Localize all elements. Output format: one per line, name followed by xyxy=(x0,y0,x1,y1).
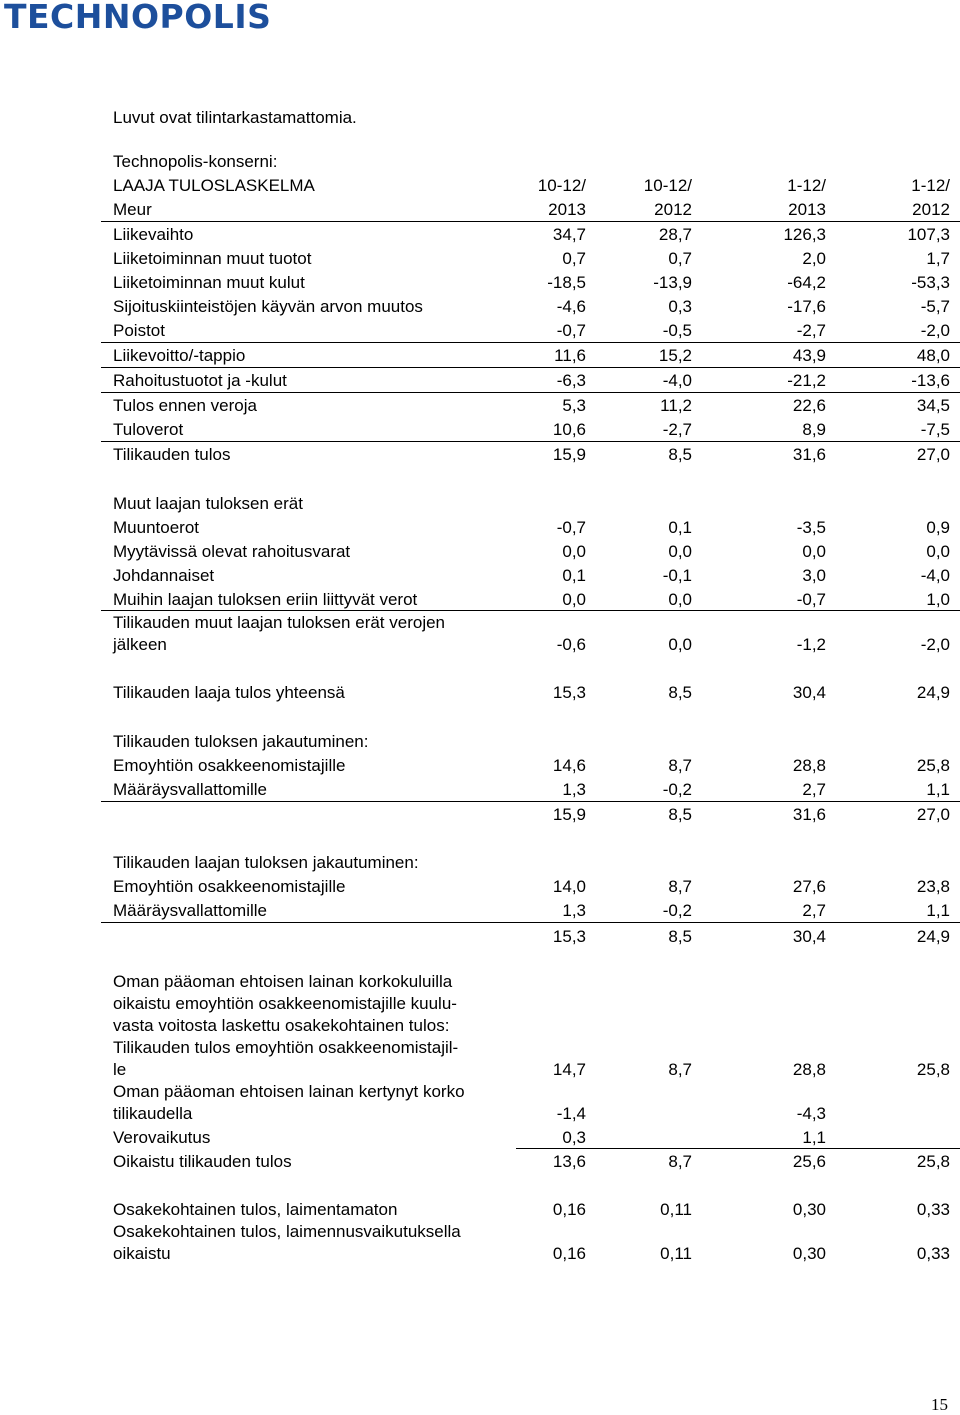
cell-value: 2,7 xyxy=(802,901,826,920)
table-row xyxy=(0,1059,960,1081)
cell-value: -4,6 xyxy=(556,297,586,316)
cell-value: -3,5 xyxy=(796,518,826,537)
table-row xyxy=(0,682,960,704)
table-row xyxy=(0,1103,960,1125)
cell-value: -4,0 xyxy=(920,566,950,585)
row-label: Liiketoiminnan muut tuotot xyxy=(113,249,312,268)
cell-value: -2,0 xyxy=(920,321,950,340)
cell-value: 8,7 xyxy=(668,1152,692,1171)
cell-value: 30,4 xyxy=(792,927,826,946)
cell-value: 0,0 xyxy=(668,635,692,654)
divider xyxy=(101,367,960,368)
cell-value: 0,7 xyxy=(668,249,692,268)
row-label: Määräysvallattomille xyxy=(113,780,267,799)
section-title: Tilikauden laajan tuloksen jakautuminen: xyxy=(113,853,419,872)
cell-value: 28,8 xyxy=(792,756,826,775)
cell-value: 1,1 xyxy=(926,780,950,799)
divider xyxy=(101,342,960,343)
row-label: oikaistu xyxy=(113,1244,171,1263)
cell-value: -4,3 xyxy=(796,1104,826,1123)
cell-value: 0,11 xyxy=(660,1244,692,1263)
row-label: Tilikauden laaja tulos yhteensä xyxy=(113,683,345,702)
cell-value: 15,2 xyxy=(658,346,692,365)
cell-value: 2,0 xyxy=(802,249,826,268)
section-title: Muut laajan tuloksen erät xyxy=(113,494,303,513)
section-text: vasta voitosta laskettu osakekohtainen tulos: xyxy=(113,1016,450,1035)
table-row xyxy=(0,589,960,611)
cell-value: 0,0 xyxy=(926,542,950,561)
table-row xyxy=(0,1151,960,1173)
row-label: Muihin laajan tuloksen eriin liittyvät verot xyxy=(113,590,418,609)
cell-value: -5,7 xyxy=(920,297,950,316)
cell-value: 13,6 xyxy=(552,1152,586,1171)
cell-value: -0,2 xyxy=(662,780,692,799)
section-text: Tilikauden tulos emoyhtiön osakkeenomistajil- xyxy=(113,1038,459,1057)
section-text: oikaistu emoyhtiön osakkeenomistajille kuulu- xyxy=(113,994,457,1013)
section-text: Oman pääoman ehtoisen lainan korkokuluilla xyxy=(113,972,453,991)
cell-value: -4,0 xyxy=(662,371,692,390)
cell-value: 8,5 xyxy=(668,683,692,702)
cell-value: 25,6 xyxy=(792,1152,826,1171)
cell-value: 126,3 xyxy=(783,225,826,244)
divider xyxy=(101,922,960,923)
table-row xyxy=(0,419,960,441)
table-row xyxy=(0,755,960,777)
cell-value: -13,6 xyxy=(911,371,950,390)
row-label: Rahoitustuotot ja -kulut xyxy=(113,371,287,390)
cell-value: 2,7 xyxy=(802,780,826,799)
cell-value: 0,9 xyxy=(926,518,950,537)
cell-value: 8,5 xyxy=(668,805,692,824)
cell-value: 25,8 xyxy=(916,1152,950,1171)
cell-value: 8,5 xyxy=(668,927,692,946)
cell-value: 22,6 xyxy=(792,396,826,415)
divider xyxy=(101,801,960,802)
row-label: le xyxy=(113,1060,127,1079)
cell-value: 0,1 xyxy=(668,518,692,537)
cell-value: 11,6 xyxy=(554,346,586,365)
row-label: Liikevaihto xyxy=(113,225,194,244)
row-label: Muuntoerot xyxy=(113,518,199,537)
cell-value: 14,7 xyxy=(552,1060,586,1079)
column-header-row-2 xyxy=(0,199,960,221)
group-title: Technopolis-konserni: xyxy=(113,152,278,171)
row-label: Oman pääoman ehtoisen lainan kertynyt korko xyxy=(113,1082,465,1101)
cell-value: 24,9 xyxy=(916,683,950,702)
cell-value: 43,9 xyxy=(792,346,826,365)
divider xyxy=(101,441,960,442)
table-row xyxy=(0,517,960,539)
row-label: Määräysvallattomille xyxy=(113,901,267,920)
cell-value: -53,3 xyxy=(911,273,950,292)
cell-value: 14,6 xyxy=(552,756,586,775)
column-header: 10-12/ xyxy=(537,176,586,195)
table-row xyxy=(0,224,960,246)
cell-value: -2,7 xyxy=(796,321,826,340)
cell-value: 0,33 xyxy=(916,1244,950,1263)
cell-value: 0,0 xyxy=(668,590,692,609)
cell-value: 1,1 xyxy=(802,1128,826,1147)
cell-value: 31,6 xyxy=(792,805,826,824)
row-label: Johdannaiset xyxy=(113,566,215,585)
cell-value: 1,3 xyxy=(562,901,586,920)
column-header-row-1 xyxy=(0,175,960,197)
row-label: Tilikauden tulos xyxy=(113,445,231,464)
row-label: Myytävissä olevat rahoitusvarat xyxy=(113,542,351,561)
table-row xyxy=(0,779,960,801)
cell-value: -0,7 xyxy=(796,590,826,609)
cell-value: 0,30 xyxy=(792,1200,826,1219)
table-row xyxy=(0,1243,960,1265)
cell-value: 25,8 xyxy=(916,756,950,775)
column-header: 2013 xyxy=(548,200,586,219)
cell-value: 0,0 xyxy=(562,590,586,609)
cell-value: 25,8 xyxy=(916,1060,950,1079)
row-label: Tuloverot xyxy=(113,420,184,439)
cell-value: -0,2 xyxy=(662,901,692,920)
cell-value: 15,9 xyxy=(552,805,586,824)
cell-value: 0,0 xyxy=(802,542,826,561)
cell-value: 15,3 xyxy=(552,927,586,946)
page-number: 15 xyxy=(931,1395,948,1414)
statement-title: LAAJA TULOSLASKELMA xyxy=(113,176,315,195)
cell-value: 31,6 xyxy=(792,445,826,464)
cell-value: -0,7 xyxy=(556,321,586,340)
cell-value: 34,7 xyxy=(552,225,586,244)
cell-value: 1,7 xyxy=(926,249,950,268)
divider xyxy=(101,221,960,222)
row-label: Oikaistu tilikauden tulos xyxy=(113,1152,292,1171)
cell-value: 15,3 xyxy=(552,683,586,702)
cell-value: 14,0 xyxy=(552,877,586,896)
cell-value: 3,0 xyxy=(802,566,826,585)
row-label: Liikevoitto/-tappio xyxy=(113,346,246,365)
cell-value: 1,1 xyxy=(926,901,950,920)
cell-value: 5,3 xyxy=(562,396,586,415)
cell-value: 15,9 xyxy=(552,445,586,464)
table-row xyxy=(0,370,960,392)
cell-value: -1,4 xyxy=(556,1104,586,1123)
cell-value: 8,5 xyxy=(668,445,692,464)
cell-value: -2,0 xyxy=(920,635,950,654)
total-row xyxy=(0,804,960,826)
cell-value: -64,2 xyxy=(787,273,826,292)
intro-note: Luvut ovat tilintarkastamattomia. xyxy=(113,108,357,127)
cell-value: 0,11 xyxy=(660,1200,692,1219)
cell-value: 8,9 xyxy=(802,420,826,439)
cell-value: 8,7 xyxy=(668,756,692,775)
cell-value: -0,6 xyxy=(556,635,586,654)
cell-value: 107,3 xyxy=(907,225,950,244)
row-label: Liiketoiminnan muut kulut xyxy=(113,273,305,292)
cell-value: 48,0 xyxy=(916,346,950,365)
cell-value: 8,7 xyxy=(668,1060,692,1079)
divider xyxy=(101,610,960,611)
unit-label: Meur xyxy=(113,200,152,219)
row-label: Emoyhtiön osakkeenomistajille xyxy=(113,877,346,896)
cell-value: 0,3 xyxy=(668,297,692,316)
cell-value: 0,0 xyxy=(562,542,586,561)
row-label: Emoyhtiön osakkeenomistajille xyxy=(113,756,346,775)
column-header: 2013 xyxy=(788,200,826,219)
cell-value: 0,1 xyxy=(562,566,586,585)
company-logo: TECHNOPOLIS xyxy=(4,0,272,36)
table-row xyxy=(0,634,960,656)
column-header: 10-12/ xyxy=(643,176,692,195)
cell-value: 27,0 xyxy=(916,445,950,464)
cell-value: 28,8 xyxy=(792,1060,826,1079)
cell-value: -21,2 xyxy=(787,371,826,390)
table-row xyxy=(0,345,960,367)
cell-value: 27,0 xyxy=(916,805,950,824)
table-row xyxy=(0,395,960,417)
table-row xyxy=(0,900,960,922)
cell-value: 0,33 xyxy=(916,1200,950,1219)
cell-value: 8,7 xyxy=(668,877,692,896)
table-row xyxy=(0,565,960,587)
row-label: Tilikauden muut laajan tuloksen erät verojen xyxy=(113,613,446,632)
cell-value: -2,7 xyxy=(662,420,692,439)
column-header: 2012 xyxy=(654,200,692,219)
cell-value: 1,3 xyxy=(562,780,586,799)
table-row xyxy=(0,541,960,563)
cell-value: 10,6 xyxy=(552,420,586,439)
table-row xyxy=(0,876,960,898)
cell-value: -13,9 xyxy=(653,273,692,292)
divider xyxy=(101,392,960,393)
cell-value: 28,7 xyxy=(658,225,692,244)
row-label: Poistot xyxy=(113,321,165,340)
table-row xyxy=(0,248,960,270)
cell-value: -7,5 xyxy=(920,420,950,439)
cell-value: 30,4 xyxy=(792,683,826,702)
cell-value: 0,3 xyxy=(562,1128,586,1147)
column-header: 2012 xyxy=(912,200,950,219)
row-label: Osakekohtainen tulos, laimennusvaikutuksella xyxy=(113,1222,461,1241)
cell-value: 0,30 xyxy=(792,1244,826,1263)
cell-value: -0,5 xyxy=(662,321,692,340)
section-title: Tilikauden tuloksen jakautuminen: xyxy=(113,732,369,751)
cell-value: 27,6 xyxy=(792,877,826,896)
cell-value: 24,9 xyxy=(916,927,950,946)
table-row xyxy=(0,1127,960,1149)
cell-value: -0,1 xyxy=(662,566,692,585)
cell-value: -17,6 xyxy=(787,297,826,316)
cell-value: 0,0 xyxy=(668,542,692,561)
cell-value: 1,0 xyxy=(926,590,950,609)
cell-value: -18,5 xyxy=(547,273,586,292)
column-header: 1-12/ xyxy=(787,176,826,195)
row-label: Verovaikutus xyxy=(113,1128,211,1147)
row-label: Osakekohtainen tulos, laimentamaton xyxy=(113,1200,398,1219)
cell-value: 34,5 xyxy=(916,396,950,415)
table-row xyxy=(0,444,960,466)
cell-value: 0,7 xyxy=(562,249,586,268)
column-header: 1-12/ xyxy=(911,176,950,195)
row-label: Sijoituskiinteistöjen käyvän arvon muutos xyxy=(113,297,423,316)
total-row xyxy=(0,926,960,948)
table-row xyxy=(0,1199,960,1221)
cell-value: 0,16 xyxy=(552,1200,586,1219)
cell-value: -0,7 xyxy=(556,518,586,537)
cell-value: -6,3 xyxy=(556,371,586,390)
table-row xyxy=(0,296,960,318)
divider xyxy=(516,1148,960,1149)
cell-value: 23,8 xyxy=(916,877,950,896)
table-row xyxy=(0,320,960,342)
cell-value: 11,2 xyxy=(660,396,692,415)
row-label: jälkeen xyxy=(113,635,167,654)
row-label: tilikaudella xyxy=(113,1104,193,1123)
row-label: Tulos ennen veroja xyxy=(113,396,257,415)
cell-value: -1,2 xyxy=(796,635,826,654)
table-row xyxy=(0,272,960,294)
cell-value: 0,16 xyxy=(552,1244,586,1263)
